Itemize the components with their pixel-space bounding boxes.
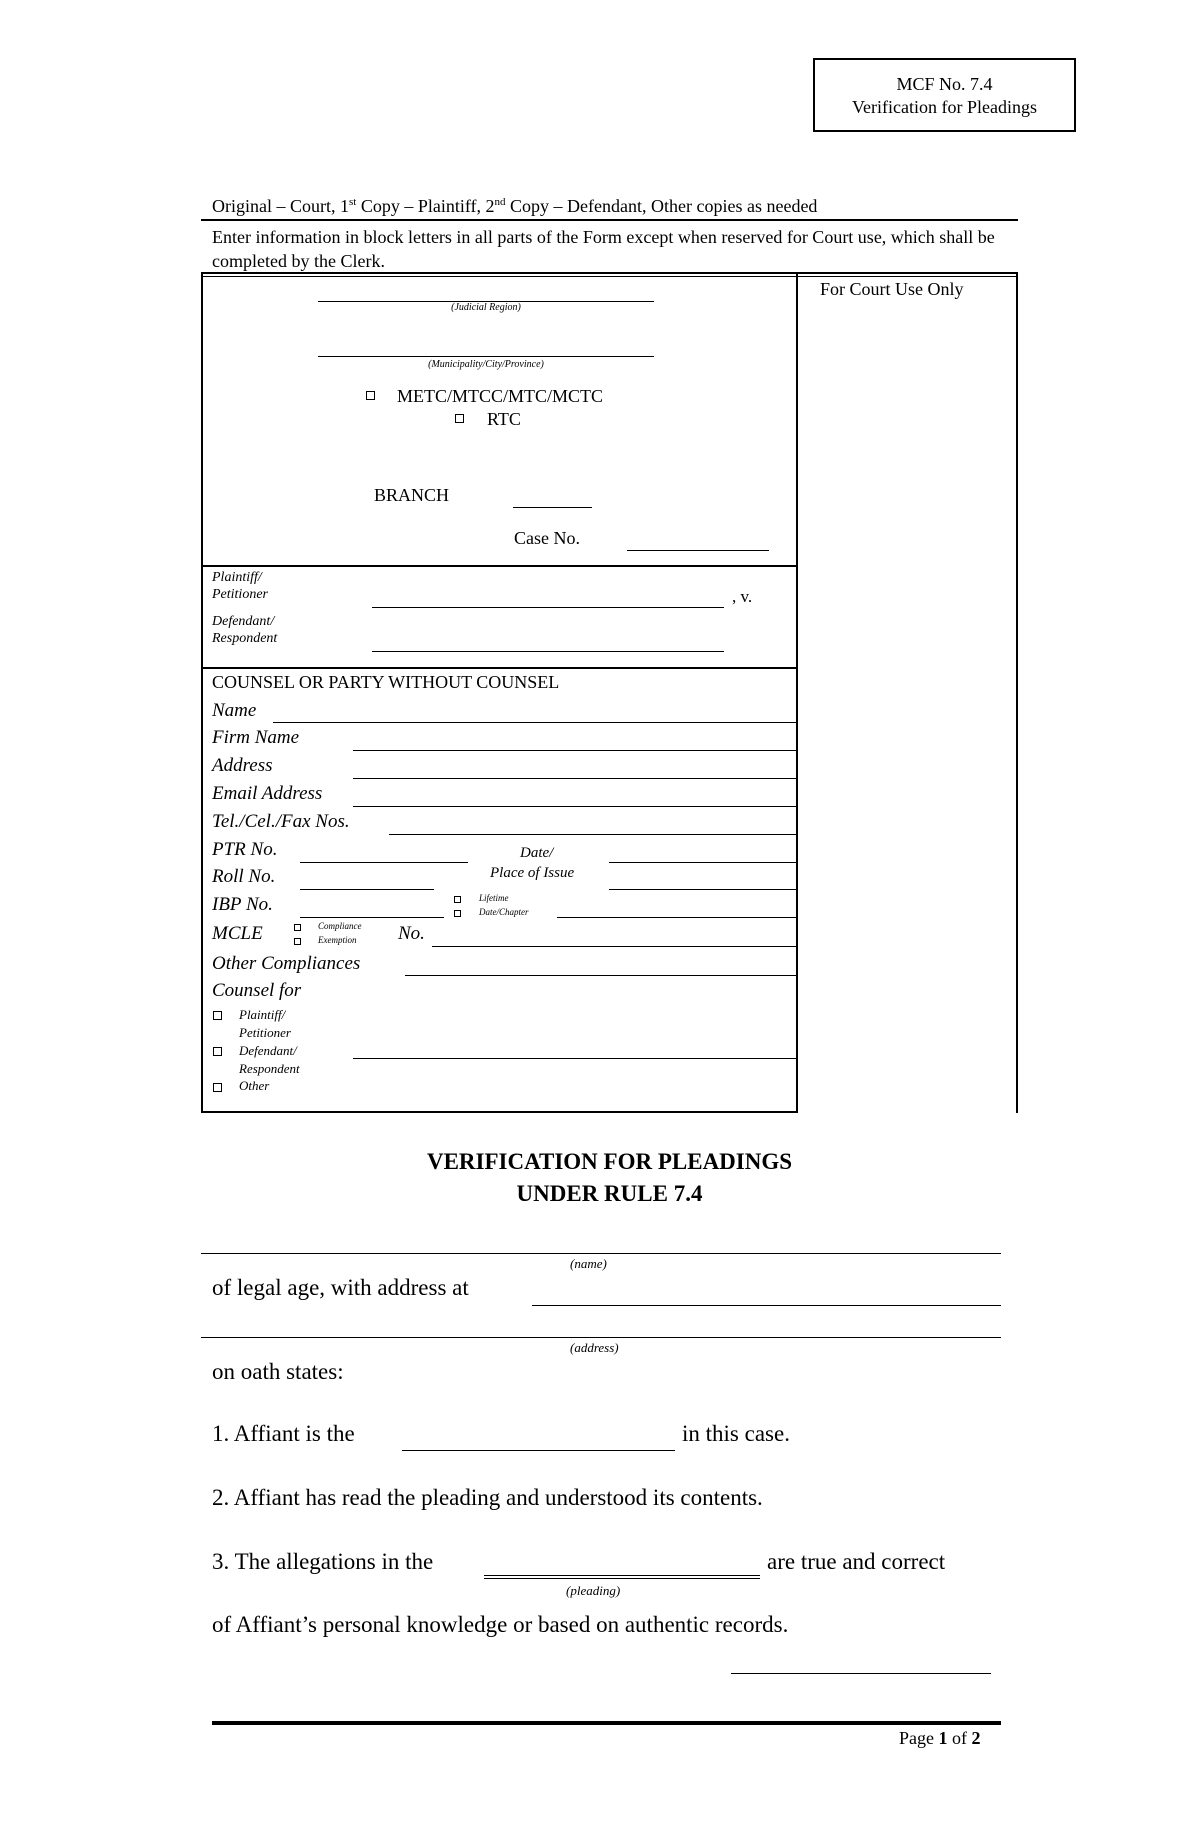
- item3-prefix: 3. The allegations in the: [212, 1549, 434, 1574]
- municipality-line[interactable]: [318, 356, 654, 357]
- legal-age-address-field[interactable]: [532, 1305, 1001, 1306]
- firm-name-field[interactable]: [353, 750, 796, 751]
- form-table-divider: [796, 272, 798, 1113]
- mcle-label: MCLE: [212, 923, 263, 944]
- ptr-label: PTR No.: [212, 839, 278, 860]
- cf-plaintiff-label: Plaintiff/ Petitioner: [239, 1007, 291, 1040]
- form-title: Verification for Pleadings: [852, 97, 1037, 117]
- section-divider-1: [201, 565, 798, 567]
- exemption-checkbox[interactable]: [294, 938, 301, 945]
- other-compliances-label: Other Compliances: [212, 953, 361, 974]
- ibp-label: IBP No.: [212, 894, 273, 915]
- cf-plaintiff-checkbox[interactable]: [213, 1011, 222, 1020]
- verification-title: VERIFICATION FOR PLEADINGS UNDER RULE 7.4: [426, 1149, 793, 1206]
- page-number: Page 1 of 2: [899, 1728, 981, 1748]
- address-field[interactable]: [353, 778, 796, 779]
- other-compliances-field[interactable]: [405, 975, 796, 976]
- plaintiff-label: Plaintiff/ Petitioner: [212, 570, 268, 602]
- date-chapter-checkbox[interactable]: [454, 910, 461, 917]
- section-divider-2: [201, 667, 798, 669]
- compliance-label: Compliance: [318, 921, 362, 931]
- defendant-field[interactable]: [372, 651, 724, 652]
- date-field[interactable]: [609, 862, 796, 863]
- address-caption: (address): [570, 1340, 619, 1355]
- form-table-top-inner: [201, 276, 1018, 277]
- municipality-caption: (Municipality/City/Province): [428, 359, 544, 370]
- versus-label: , v.: [732, 587, 753, 606]
- form-table-right: [1016, 272, 1018, 1113]
- cf-defendant-checkbox[interactable]: [213, 1047, 222, 1056]
- item1-prefix: 1. Affiant is the: [212, 1421, 355, 1446]
- form-table-bottom: [201, 1111, 798, 1113]
- ibp-field[interactable]: [300, 917, 444, 918]
- item2-text: 2. Affiant has read the pleading and understood its contents.: [212, 1485, 763, 1510]
- rtc-checkbox[interactable]: [455, 414, 464, 423]
- judicial-region-caption: (Judicial Region): [451, 302, 521, 313]
- item3-suffix: are true and correct: [767, 1549, 946, 1574]
- plaintiff-field[interactable]: [372, 607, 724, 608]
- oath-text: on oath states:: [212, 1359, 344, 1384]
- counsel-name-label: Name: [212, 700, 257, 721]
- mcle-no-field[interactable]: [432, 946, 796, 947]
- item1-suffix: in this case.: [682, 1421, 790, 1446]
- item3-continuation: of Affiant’s personal knowledge or based on authentic records.: [212, 1612, 789, 1637]
- name-caption: (name): [570, 1256, 607, 1271]
- branch-field[interactable]: [513, 507, 592, 508]
- counsel-for-field[interactable]: [353, 1058, 796, 1059]
- counsel-for-label: Counsel for: [212, 980, 302, 1001]
- court-use-label: For Court Use Only: [820, 279, 964, 299]
- case-no-field[interactable]: [627, 550, 769, 551]
- roll-label: Roll No.: [212, 866, 276, 887]
- counsel-name-field[interactable]: [273, 722, 796, 723]
- pleading-caption: (pleading): [566, 1583, 621, 1598]
- signature-line[interactable]: [731, 1673, 991, 1674]
- form-table-left: [201, 272, 203, 1113]
- firm-name-label: Firm Name: [212, 727, 300, 748]
- copies-rule: [201, 219, 1018, 221]
- affiant-name-field[interactable]: [201, 1253, 1001, 1254]
- cf-defendant-label: Defendant/ Respondent: [239, 1043, 300, 1076]
- date-label: Date/: [520, 845, 554, 861]
- instructions: Enter information in block letters in all parts of the Form except when reserved for Court use, which shall be completed by the Clerk.: [212, 227, 995, 271]
- legal-age-text: of legal age, with address at: [212, 1275, 469, 1300]
- lifetime-label: Lifetime: [479, 893, 509, 903]
- roll-field[interactable]: [300, 889, 434, 890]
- place-of-issue-field[interactable]: [609, 889, 796, 890]
- exemption-label: Exemption: [318, 935, 357, 945]
- branch-label: BRANCH: [374, 485, 450, 505]
- address-label: Address: [212, 755, 273, 776]
- pleading-field[interactable]: [484, 1575, 760, 1579]
- cf-other-label: Other: [239, 1078, 270, 1093]
- compliance-checkbox[interactable]: [294, 924, 301, 931]
- ibp-date-chapter-field[interactable]: [557, 917, 796, 918]
- affiant-role-field[interactable]: [402, 1450, 675, 1451]
- place-of-issue-label: Place of Issue: [490, 865, 575, 881]
- date-chapter-label: Date/Chapter: [479, 907, 529, 917]
- mcle-no-label: No.: [398, 923, 425, 944]
- cf-other-checkbox[interactable]: [213, 1083, 222, 1092]
- defendant-label: Defendant/ Respondent: [212, 614, 278, 646]
- metc-option-label: METC/MTCC/MTC/MCTC: [397, 386, 604, 406]
- counsel-heading: COUNSEL OR PARTY WITHOUT COUNSEL: [212, 672, 560, 692]
- case-no-label: Case No.: [514, 528, 580, 548]
- copies-distribution: Original – Court, 1st Copy – Plaintiff, 2nd Copy – Defendant, Other copies as needed: [212, 196, 818, 216]
- footer-rule: [212, 1721, 1001, 1725]
- lifetime-checkbox[interactable]: [454, 896, 461, 903]
- affiant-address-field[interactable]: [201, 1337, 1001, 1338]
- form-number-box: [813, 58, 1076, 132]
- form-table-top: [201, 272, 1018, 274]
- email-label: Email Address: [212, 783, 323, 804]
- tel-field[interactable]: [389, 834, 796, 835]
- metc-checkbox[interactable]: [366, 391, 375, 400]
- rtc-option-label: RTC: [487, 409, 521, 429]
- form-number: MCF No. 7.4: [896, 74, 993, 94]
- tel-label: Tel./Cel./Fax Nos.: [212, 811, 350, 832]
- ptr-field[interactable]: [300, 862, 468, 863]
- email-field[interactable]: [353, 806, 796, 807]
